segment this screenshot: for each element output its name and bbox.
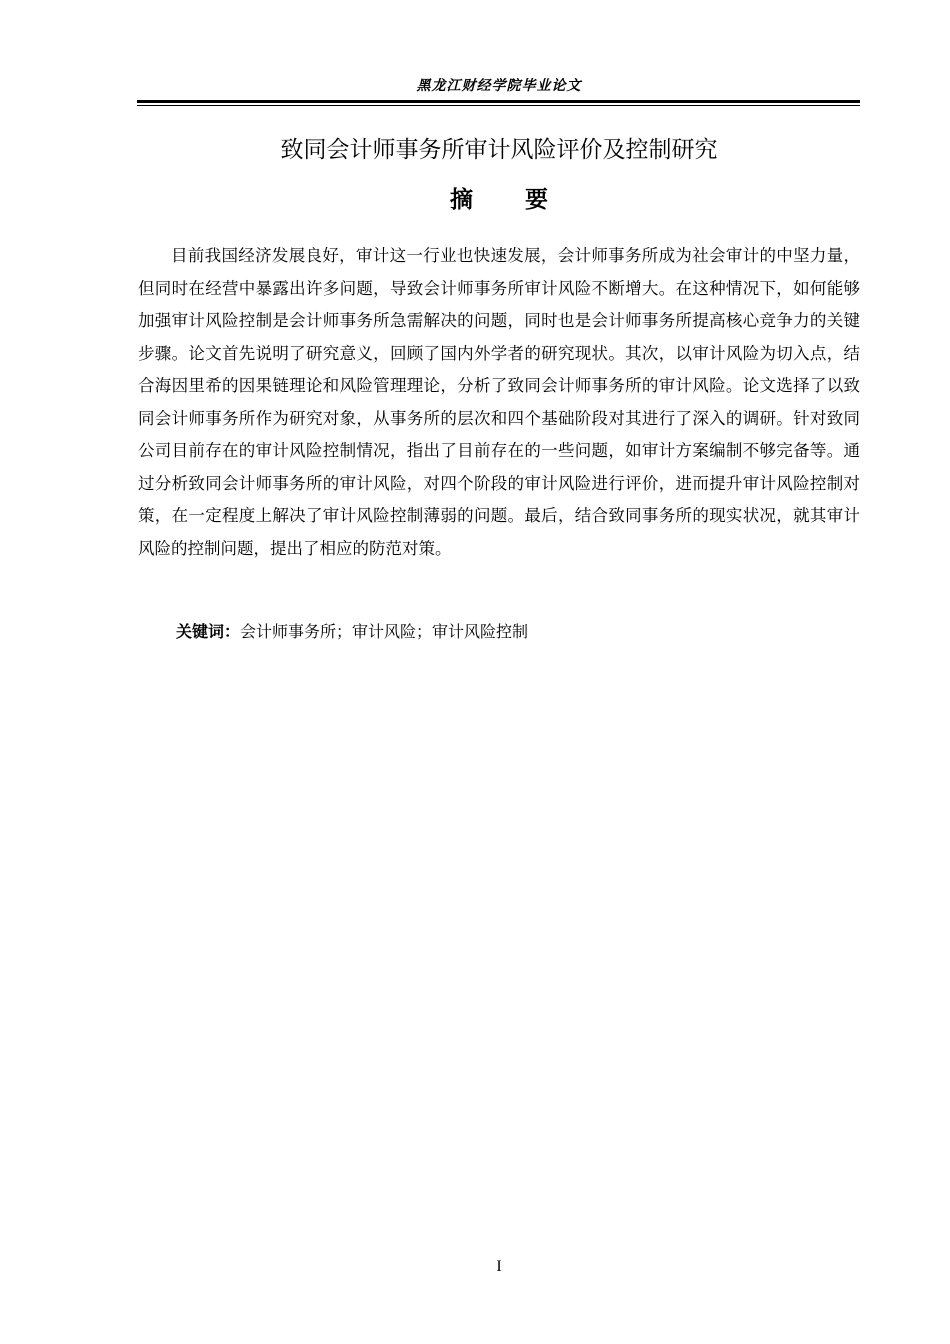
abstract-heading-char2: 要 xyxy=(525,187,548,213)
document-title: 致同会计师事务所审计风险评价及控制研究 xyxy=(280,137,718,163)
header-rule-thick xyxy=(137,100,860,103)
abstract-heading xyxy=(138,182,860,218)
running-header: 黑龙江财经学院毕业论文 xyxy=(416,78,582,94)
page-number: I xyxy=(496,1258,502,1275)
keywords-line xyxy=(176,618,860,646)
header-rule-thin xyxy=(137,105,860,106)
abstract-heading-char1: 摘 xyxy=(450,187,473,213)
abstract-body: 目前我国经济发展良好，审计这一行业也快速发展，会计师事务所成为社会审计的中坚力量，但同时在经营中暴露出许多问题，导致会计师事务所审计风险不断增大。在这种情况下，如何能够加强审计风险控制是会计师事务所急需解决的问题，同时也是会计师事务所提高核心竞争力的关键步骤。论文首先说明了研究意义，回顾了国内外学者的研究现状。其次，以审计风险为切入点，结合海因里希的因果链理论和风险管理理论，分析了致同会计师事务所的审计风险。论文选择了以致同会计师事务所作为研究对象，从事务所的层次和四个基础阶段对其进行了深入的调研。针对致同公司目前存在的审计风险控制情况，指出了目前存在的一些问题，如审计方案编制不够完备等。通过分析致同会计师事务所的审计风险，对四个阶段的审计风险进行评价，进而提升审计风险控制对策，在一定程度上解决了审计风险控制薄弱的问题。最后，结合致同事务所的现实状况，就其审计风险的控制问题，提出了相应的防范对策。 xyxy=(138,246,860,558)
keywords-text: 会计师事务所；审计风险；审计风险控制 xyxy=(240,622,529,641)
keywords-label: 关键词： xyxy=(176,622,241,641)
